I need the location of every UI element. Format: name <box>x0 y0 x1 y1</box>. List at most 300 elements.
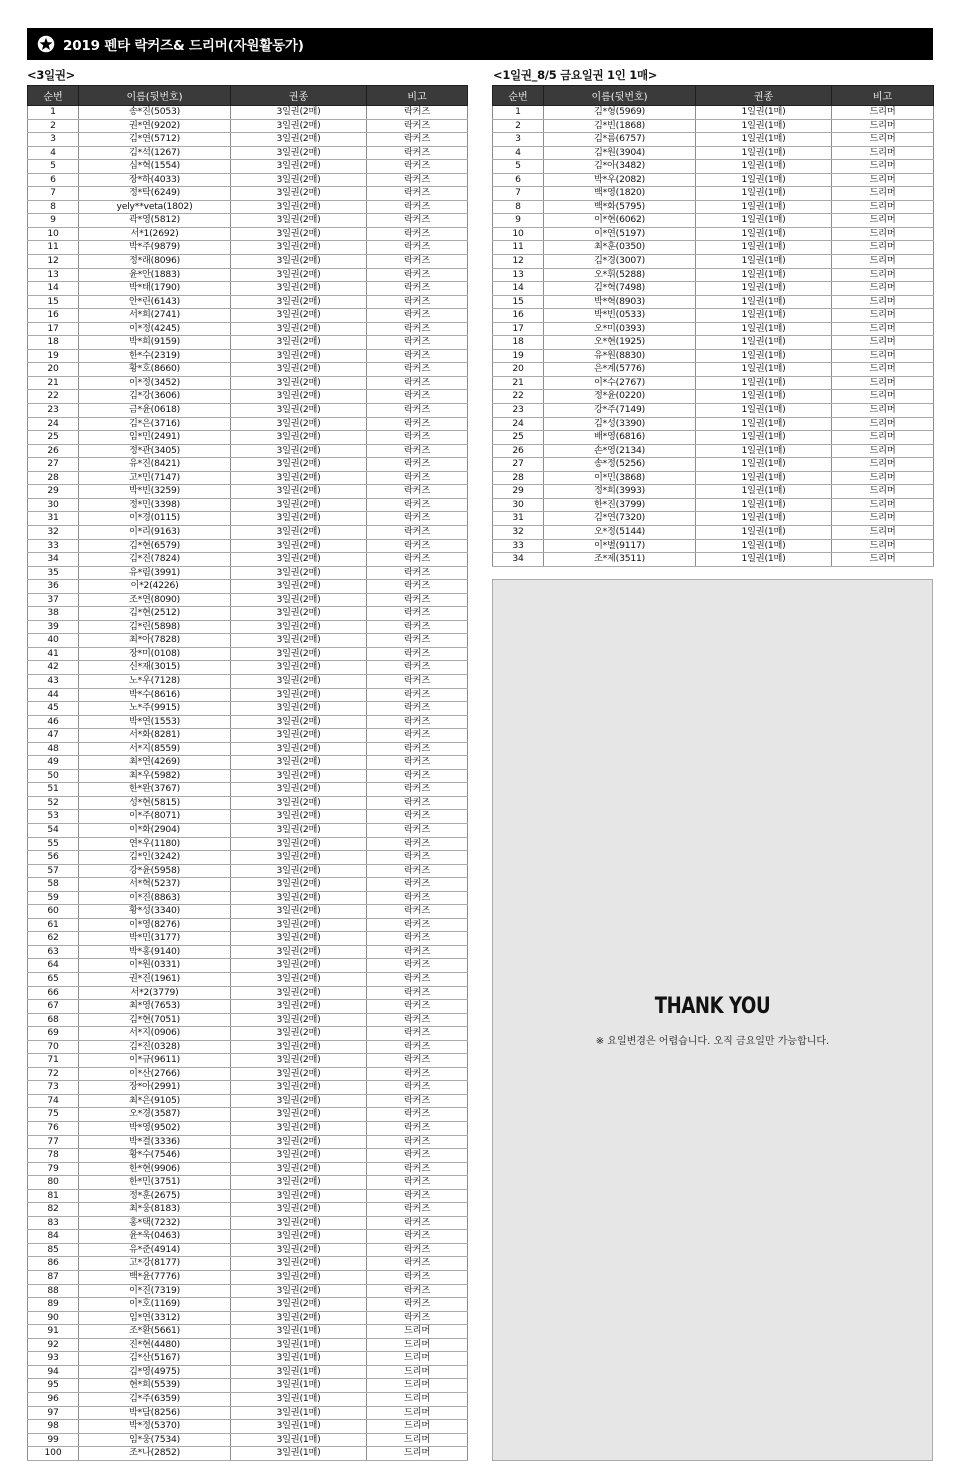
cell-ticket-type: 3일권(2매) <box>231 837 367 851</box>
cell-ticket-type: 3일권(2매) <box>231 783 367 797</box>
cell-ticket-type: 3일권(2매) <box>231 1081 367 1095</box>
cell-name: 유*원(8830) <box>544 349 696 363</box>
table-row <box>493 471 934 485</box>
cell-name: 현*희(5539) <box>79 1379 231 1393</box>
cell-number: 27 <box>28 458 79 472</box>
cell-name: 오*미(0393) <box>544 322 696 336</box>
cell-note: 드리머 <box>832 106 934 120</box>
cell-name: 성*현(5815) <box>79 796 231 810</box>
table-row <box>493 336 934 350</box>
cell-note: 드리머 <box>832 282 934 296</box>
cell-name: 이*정(4245) <box>79 322 231 336</box>
cell-number: 85 <box>28 1243 79 1257</box>
table-row <box>28 1284 468 1298</box>
cell-number: 79 <box>28 1162 79 1176</box>
cell-note: 락커즈 <box>367 1013 468 1027</box>
cell-note: 락커즈 <box>367 1054 468 1068</box>
cell-note: 락커즈 <box>367 214 468 228</box>
cell-number: 9 <box>28 214 79 228</box>
cell-name: 한*진(3799) <box>544 498 696 512</box>
cell-name: 박*연(1553) <box>79 715 231 729</box>
cell-ticket-type: 3일권(2매) <box>231 322 367 336</box>
table-row <box>28 322 468 336</box>
cell-ticket-type: 3일권(2매) <box>231 796 367 810</box>
table-row <box>28 932 468 946</box>
cell-ticket-type: 3일권(2매) <box>231 945 367 959</box>
table-row <box>28 1203 468 1217</box>
cell-name: 정*래(8096) <box>79 255 231 269</box>
table-row <box>493 498 934 512</box>
cell-ticket-type: 3일권(2매) <box>231 309 367 323</box>
cell-ticket-type: 3일권(2매) <box>231 1000 367 1014</box>
cell-note: 락커즈 <box>367 309 468 323</box>
table-row <box>493 160 934 174</box>
cell-name: 김*인(3242) <box>79 851 231 865</box>
cell-number: 78 <box>28 1149 79 1163</box>
table-row <box>28 1162 468 1176</box>
cell-note: 락커즈 <box>367 783 468 797</box>
cell-ticket-type: 3일권(2매) <box>231 525 367 539</box>
cell-ticket-type: 3일권(2매) <box>231 255 367 269</box>
cell-ticket-type: 3일권(2매) <box>231 1298 367 1312</box>
table-row <box>28 498 468 512</box>
thank-you-note: ※ 요일변경은 어렵습니다. 오직 금요일만 가능합니다. <box>595 1036 830 1047</box>
cell-note: 락커즈 <box>367 918 468 932</box>
cell-number: 75 <box>28 1108 79 1122</box>
cell-note: 락커즈 <box>367 1230 468 1244</box>
cell-ticket-type: 3일권(2매) <box>231 1271 367 1285</box>
cell-ticket-type: 3일권(2매) <box>231 1230 367 1244</box>
cell-ticket-type: 3일권(1매) <box>231 1352 367 1366</box>
cell-name: 이*호(1169) <box>79 1298 231 1312</box>
table-row <box>28 417 468 431</box>
table-row <box>28 160 468 174</box>
cell-name: 김*아(3482) <box>544 160 696 174</box>
cell-name: 이*리(9163) <box>79 525 231 539</box>
cell-name: 한*현(9906) <box>79 1162 231 1176</box>
cell-number: 4 <box>493 146 544 160</box>
cell-name: 김*현(7051) <box>79 1013 231 1027</box>
cell-number: 32 <box>493 525 544 539</box>
cell-number: 7 <box>28 187 79 201</box>
cell-number: 45 <box>28 702 79 716</box>
cell-name: 권*진(1961) <box>79 973 231 987</box>
table-row <box>493 146 934 160</box>
table-row <box>493 200 934 214</box>
cell-note: 락커즈 <box>367 553 468 567</box>
cell-ticket-type: 3일권(2매) <box>231 349 367 363</box>
table-row <box>493 485 934 499</box>
table-row <box>493 444 934 458</box>
cell-ticket-type: 3일권(2매) <box>231 973 367 987</box>
cell-ticket-type: 3일권(2매) <box>231 119 367 133</box>
cell-note: 락커즈 <box>367 106 468 120</box>
table-row <box>28 1420 468 1434</box>
cell-note: 락커즈 <box>367 1081 468 1095</box>
table-row <box>28 823 468 837</box>
cell-ticket-type: 3일권(2매) <box>231 160 367 174</box>
cell-note: 드리머 <box>832 525 934 539</box>
one-day-section-title: <1일권_8/5 금요일권 1인 1매> <box>493 68 658 82</box>
cell-name: 한*완(3767) <box>79 783 231 797</box>
cell-note: 드리머 <box>832 119 934 133</box>
cell-number: 3 <box>28 133 79 147</box>
cell-name: 백*영(1820) <box>544 187 696 201</box>
cell-ticket-type: 3일권(2매) <box>231 823 367 837</box>
table-row <box>28 715 468 729</box>
cell-name: 이*산(2766) <box>79 1067 231 1081</box>
cell-ticket-type: 1일권(1매) <box>696 539 832 553</box>
cell-ticket-type: 3일권(2매) <box>231 1108 367 1122</box>
table-row <box>28 796 468 810</box>
cell-number: 10 <box>28 227 79 241</box>
cell-number: 8 <box>493 200 544 214</box>
cell-ticket-type: 3일권(2매) <box>231 458 367 472</box>
cell-note: 락커즈 <box>367 756 468 770</box>
table-row <box>28 1257 468 1271</box>
table-row <box>28 742 468 756</box>
cell-ticket-type: 3일권(2매) <box>231 431 367 445</box>
cell-number: 9 <box>493 214 544 228</box>
cell-name: yely**veta(1802) <box>79 200 231 214</box>
table-row <box>493 322 934 336</box>
cell-ticket-type: 3일권(2매) <box>231 1176 367 1190</box>
cell-number: 19 <box>28 349 79 363</box>
cell-note: 락커즈 <box>367 1162 468 1176</box>
table-row <box>28 986 468 1000</box>
cell-number: 70 <box>28 1040 79 1054</box>
cell-number: 82 <box>28 1203 79 1217</box>
cell-name: 이*별(9117) <box>544 539 696 553</box>
cell-note: 락커즈 <box>367 1135 468 1149</box>
cell-note: 락커즈 <box>367 160 468 174</box>
cell-name: 최*훈(0350) <box>544 241 696 255</box>
cell-note: 락커즈 <box>367 458 468 472</box>
cell-number: 33 <box>28 539 79 553</box>
table-row <box>28 1149 468 1163</box>
cell-number: 35 <box>28 566 79 580</box>
table-row <box>28 783 468 797</box>
cell-number: 13 <box>493 268 544 282</box>
cell-note: 락커즈 <box>367 255 468 269</box>
table-row <box>28 200 468 214</box>
one-day-table-body <box>493 106 934 567</box>
cell-number: 68 <box>28 1013 79 1027</box>
cell-ticket-type: 3일권(2매) <box>231 282 367 296</box>
table-row <box>28 851 468 865</box>
cell-ticket-type: 3일권(1매) <box>231 1338 367 1352</box>
cell-name: 김*석(1267) <box>79 146 231 160</box>
table-row <box>493 431 934 445</box>
table-row <box>28 309 468 323</box>
cell-name: 고*강(8177) <box>79 1257 231 1271</box>
cell-name: 정*관(3405) <box>79 444 231 458</box>
table-row <box>28 688 468 702</box>
table-row <box>28 553 468 567</box>
cell-number: 18 <box>493 336 544 350</box>
cell-number: 17 <box>493 322 544 336</box>
cell-note: 락커즈 <box>367 471 468 485</box>
cell-number: 74 <box>28 1094 79 1108</box>
cell-ticket-type: 1일권(1매) <box>696 241 832 255</box>
cell-ticket-type: 3일권(2매) <box>231 417 367 431</box>
cell-note: 락커즈 <box>367 715 468 729</box>
cell-number: 64 <box>28 959 79 973</box>
cell-name: 김*현(2512) <box>79 607 231 621</box>
cell-ticket-type: 1일권(1매) <box>696 255 832 269</box>
cell-ticket-type: 1일권(1매) <box>696 471 832 485</box>
table-row <box>493 390 934 404</box>
cell-name: 정*훈(2675) <box>79 1189 231 1203</box>
table-row <box>493 417 934 431</box>
cell-ticket-type: 1일권(1매) <box>696 376 832 390</box>
cell-number: 27 <box>493 458 544 472</box>
cell-name: 신*재(3015) <box>79 661 231 675</box>
cell-note: 락커즈 <box>367 1149 468 1163</box>
table-row <box>28 959 468 973</box>
column-header-number: 순번 <box>493 86 544 106</box>
cell-note: 락커즈 <box>367 1027 468 1041</box>
cell-name: 송*진(5053) <box>79 106 231 120</box>
cell-ticket-type: 1일권(1매) <box>696 363 832 377</box>
table-row <box>493 133 934 147</box>
cell-ticket-type: 1일권(1매) <box>696 173 832 187</box>
cell-number: 81 <box>28 1189 79 1203</box>
table-row <box>493 512 934 526</box>
table-row <box>28 431 468 445</box>
cell-number: 40 <box>28 634 79 648</box>
cell-ticket-type: 1일권(1매) <box>696 227 832 241</box>
table-row <box>28 1122 468 1136</box>
cell-number: 4 <box>28 146 79 160</box>
cell-number: 10 <box>493 227 544 241</box>
cell-ticket-type: 3일권(2매) <box>231 268 367 282</box>
table-row <box>28 187 468 201</box>
cell-number: 38 <box>28 607 79 621</box>
cell-number: 3 <box>493 133 544 147</box>
table-row <box>28 404 468 418</box>
cell-name: 금*윤(0618) <box>79 404 231 418</box>
table-row <box>28 390 468 404</box>
cell-ticket-type: 3일권(2매) <box>231 539 367 553</box>
cell-name: 오*경(3587) <box>79 1108 231 1122</box>
cell-ticket-type: 3일권(2매) <box>231 471 367 485</box>
cell-ticket-type: 3일권(2매) <box>231 1311 367 1325</box>
cell-number: 42 <box>28 661 79 675</box>
thank-you-panel <box>492 579 933 1461</box>
cell-name: 이*원(0331) <box>79 959 231 973</box>
cell-name: 이*연(5197) <box>544 227 696 241</box>
cell-ticket-type: 1일권(1매) <box>696 458 832 472</box>
cell-note: 드리머 <box>832 200 934 214</box>
cell-note: 락커즈 <box>367 607 468 621</box>
cell-number: 80 <box>28 1176 79 1190</box>
table-row <box>28 1040 468 1054</box>
cell-ticket-type: 3일권(2매) <box>231 1067 367 1081</box>
cell-name: 장*하(4033) <box>79 173 231 187</box>
table-row <box>28 1338 468 1352</box>
cell-note: 락커즈 <box>367 1040 468 1054</box>
cell-name: 김*진(0328) <box>79 1040 231 1054</box>
cell-number: 14 <box>28 282 79 296</box>
cell-ticket-type: 3일권(1매) <box>231 1420 367 1434</box>
cell-note: 락커즈 <box>367 742 468 756</box>
cell-number: 41 <box>28 647 79 661</box>
cell-name: 유*준(4914) <box>79 1243 231 1257</box>
cell-name: 박*태(1790) <box>79 282 231 296</box>
cell-note: 락커즈 <box>367 268 468 282</box>
cell-name: 황*성(3340) <box>79 905 231 919</box>
cell-ticket-type: 1일권(1매) <box>696 322 832 336</box>
cell-name: 박*빈(0533) <box>544 309 696 323</box>
cell-ticket-type: 3일권(2매) <box>231 864 367 878</box>
cell-note: 드리머 <box>832 322 934 336</box>
cell-name: 최*웅(8183) <box>79 1203 231 1217</box>
cell-name: 노*우(7128) <box>79 674 231 688</box>
table-row <box>28 769 468 783</box>
cell-name: 박*빈(3259) <box>79 485 231 499</box>
table-row <box>493 376 934 390</box>
cell-ticket-type: 3일권(2매) <box>231 634 367 648</box>
table-row <box>493 404 934 418</box>
cell-name: 이*영(8276) <box>79 918 231 932</box>
cell-ticket-type: 3일권(2매) <box>231 444 367 458</box>
cell-note: 드리머 <box>367 1447 468 1461</box>
cell-note: 드리머 <box>832 512 934 526</box>
cell-ticket-type: 3일권(2매) <box>231 1094 367 1108</box>
table-row <box>28 471 468 485</box>
cell-ticket-type: 1일권(1매) <box>696 295 832 309</box>
cell-ticket-type: 3일권(2매) <box>231 905 367 919</box>
cell-number: 25 <box>493 431 544 445</box>
table-row <box>28 620 468 634</box>
cell-number: 73 <box>28 1081 79 1095</box>
cell-number: 31 <box>28 512 79 526</box>
cell-number: 44 <box>28 688 79 702</box>
cell-name: 서*지(0906) <box>79 1027 231 1041</box>
cell-name: 윤*안(1883) <box>79 268 231 282</box>
cell-name: 강*윤(5958) <box>79 864 231 878</box>
cell-ticket-type: 3일권(2매) <box>231 227 367 241</box>
cell-ticket-type: 3일권(2매) <box>231 1284 367 1298</box>
table-row <box>28 1433 468 1447</box>
cell-number: 17 <box>28 322 79 336</box>
cell-number: 87 <box>28 1271 79 1285</box>
cell-note: 락커즈 <box>367 593 468 607</box>
cell-note: 드리머 <box>367 1406 468 1420</box>
cell-note: 드리머 <box>832 444 934 458</box>
cell-ticket-type: 3일권(2매) <box>231 1216 367 1230</box>
cell-number: 67 <box>28 1000 79 1014</box>
table-row <box>28 146 468 160</box>
cell-name: 장*미(0108) <box>79 647 231 661</box>
cell-note: 드리머 <box>367 1379 468 1393</box>
cell-name: 한*수(2319) <box>79 349 231 363</box>
cell-ticket-type: 3일권(2매) <box>231 566 367 580</box>
cell-note: 락커즈 <box>367 878 468 892</box>
cell-ticket-type: 3일권(1매) <box>231 1433 367 1447</box>
cell-number: 71 <box>28 1054 79 1068</box>
cell-ticket-type: 3일권(1매) <box>231 1325 367 1339</box>
cell-ticket-type: 3일권(2매) <box>231 1122 367 1136</box>
cell-number: 29 <box>493 485 544 499</box>
table-row <box>493 106 934 120</box>
cell-name: 노*주(9915) <box>79 702 231 716</box>
cell-number: 30 <box>493 498 544 512</box>
cell-ticket-type: 3일권(2매) <box>231 918 367 932</box>
cell-note: 락커즈 <box>367 404 468 418</box>
cell-ticket-type: 3일권(2매) <box>231 607 367 621</box>
cell-note: 드리머 <box>832 471 934 485</box>
cell-number: 7 <box>493 187 544 201</box>
cell-name: 손*영(2134) <box>544 444 696 458</box>
table-row <box>28 945 468 959</box>
cell-note: 드리머 <box>832 498 934 512</box>
cell-number: 36 <box>28 580 79 594</box>
table-row <box>493 309 934 323</box>
cell-number: 43 <box>28 674 79 688</box>
cell-number: 34 <box>28 553 79 567</box>
cell-name: 심*혁(1554) <box>79 160 231 174</box>
three-day-ticket-table <box>27 85 468 1461</box>
cell-number: 93 <box>28 1352 79 1366</box>
cell-number: 12 <box>493 255 544 269</box>
table-row <box>28 756 468 770</box>
cell-name: 김*형(5969) <box>544 106 696 120</box>
cell-ticket-type: 1일권(1매) <box>696 431 832 445</box>
table-row <box>28 268 468 282</box>
cell-name: 박*민(3177) <box>79 932 231 946</box>
table-row <box>28 918 468 932</box>
cell-number: 15 <box>28 295 79 309</box>
table-row <box>28 1094 468 1108</box>
cell-number: 28 <box>28 471 79 485</box>
cell-note: 락커즈 <box>367 620 468 634</box>
cell-number: 54 <box>28 823 79 837</box>
cell-note: 락커즈 <box>367 1257 468 1271</box>
cell-ticket-type: 1일권(1매) <box>696 187 832 201</box>
cell-number: 8 <box>28 200 79 214</box>
cell-number: 98 <box>28 1420 79 1434</box>
cell-name: 이*진(8863) <box>79 891 231 905</box>
cell-number: 28 <box>493 471 544 485</box>
cell-number: 16 <box>493 309 544 323</box>
cell-note: 드리머 <box>832 268 934 282</box>
cell-ticket-type: 1일권(1매) <box>696 160 832 174</box>
table-row <box>493 187 934 201</box>
cell-number: 24 <box>28 417 79 431</box>
cell-ticket-type: 3일권(2매) <box>231 1189 367 1203</box>
cell-note: 락커즈 <box>367 241 468 255</box>
cell-name: 김*성(3390) <box>544 417 696 431</box>
cell-ticket-type: 3일권(2매) <box>231 498 367 512</box>
cell-note: 드리머 <box>832 227 934 241</box>
cell-name: 박*수(8616) <box>79 688 231 702</box>
cell-number: 52 <box>28 796 79 810</box>
cell-name: 최*우(5982) <box>79 769 231 783</box>
table-row <box>28 891 468 905</box>
cell-name: 이*경(0115) <box>79 512 231 526</box>
cell-number: 19 <box>493 349 544 363</box>
table-row <box>28 241 468 255</box>
cell-name: 조*제(3511) <box>544 553 696 567</box>
cell-ticket-type: 1일권(1매) <box>696 268 832 282</box>
cell-note: 락커즈 <box>367 661 468 675</box>
cell-name: 진*현(4480) <box>79 1338 231 1352</box>
table-row <box>28 1013 468 1027</box>
cell-ticket-type: 3일권(2매) <box>231 878 367 892</box>
cell-note: 드리머 <box>367 1325 468 1339</box>
